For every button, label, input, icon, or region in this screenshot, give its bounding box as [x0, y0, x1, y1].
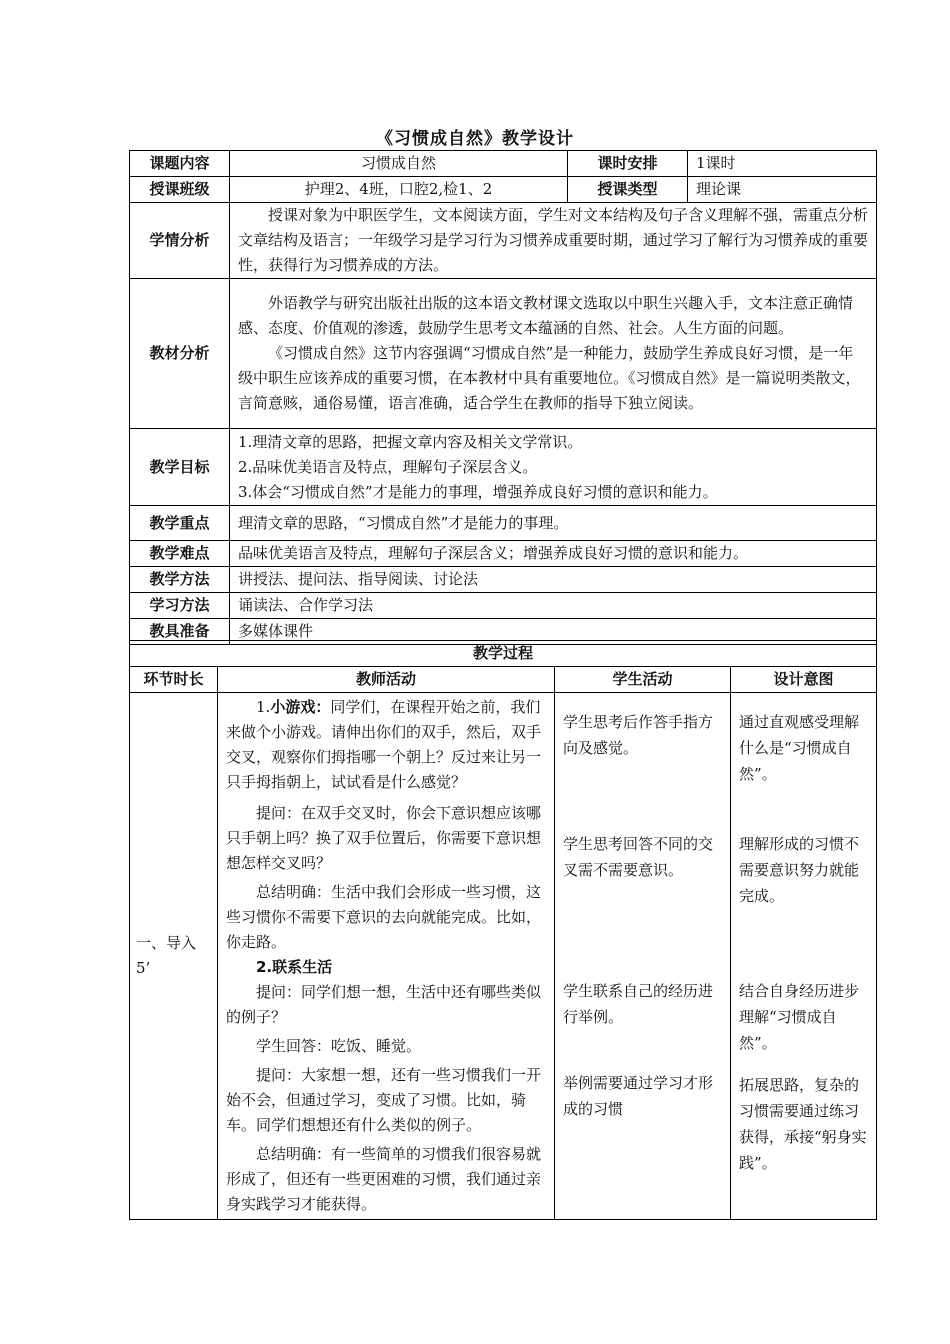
design-intent-item: 结合自身经历进步理解“习惯成自然”。 [739, 982, 860, 1052]
type-value: 理论课 [688, 177, 877, 203]
difficulty-value: 品味优美语言及特点，理解句子深层含义；增强养成良好习惯的意识和能力。 [230, 541, 877, 567]
design-intent-cell [731, 693, 877, 1220]
teacher-paragraph-summary: 总结明确：生活中我们会形成一些习惯，这些习惯你不需要下意识的去向就能完成。比如，你走路。 [226, 883, 542, 951]
stage-time: 5’ [136, 959, 151, 977]
class-value: 护理2、4班，口腔2,检1、2 [230, 177, 568, 203]
hours-label: 课时安排 [568, 151, 688, 177]
difficulty-label: 教学难点 [130, 541, 230, 567]
material-text [230, 279, 877, 429]
design-intent-item: 拓展思路，复杂的习惯需要通过练习获得，承接“躬身实践”。 [739, 1076, 867, 1172]
teacher-paragraph-question-2: 提问：同学们想一想，生活中还有哪些类似的例子？ [226, 983, 542, 1026]
document-title: 《习惯成自然》教学设计 [376, 129, 574, 149]
game-heading: 小游戏： [270, 698, 331, 716]
col-teacher-header: 教师活动 [218, 667, 555, 693]
student-activity-item: 举例需要通过学习才形成的习惯 [563, 1074, 714, 1118]
stage-cell [130, 693, 218, 1220]
row-topic [130, 151, 877, 177]
design-intent-item: 通过直观感受理解什么是“习惯成自然”。 [739, 713, 860, 783]
goal-item: 1.理清文章的思路，把握文章内容及相关文学常识。 [238, 432, 583, 451]
tools-value: 多媒体课件 [230, 619, 877, 645]
row-class [130, 177, 877, 203]
col-stage-header: 环节时长 [130, 667, 218, 693]
teacher-paragraph-answer: 学生回答：吃饭、睡觉。 [256, 1037, 422, 1055]
row-study-method [130, 593, 877, 619]
material-label: 教材分析 [130, 279, 230, 429]
col-intent-header: 设计意图 [731, 667, 877, 693]
teacher-paragraph-question-3: 提问：大家想一想，还有一些习惯我们一开始不会，但通过学习，变成了习惯。比如，骑车。同学们想想还有什么类似的例子。 [226, 1066, 542, 1134]
goals-label: 教学目标 [130, 429, 230, 506]
design-intent-item: 理解形成的习惯不需要意识努力就能完成。 [739, 835, 860, 905]
key-value: 理清文章的思路，“习惯成自然”才是能力的事理。 [230, 506, 877, 541]
learner-label: 学情分析 [130, 203, 230, 279]
goal-item: 3.体会“习惯成自然”才是能力的事理，增强养成良好习惯的意识和能力。 [238, 482, 718, 501]
student-activity-item: 学生思考回答不同的交叉需不需要意识。 [563, 835, 714, 879]
learner-text: 授课对象为中职医学生，文本阅读方面，学生对文本结构及句子含义理解不强，需重点分析文章结构及语言；一年级学习是学习行为习惯养成重要时期，通过学习了解行为习惯养成的重要性，获得行为习惯养成的方法。 [230, 203, 877, 279]
teacher-activity-cell [218, 693, 555, 1220]
material-paragraph-1: 外语教学与研究出版社出版的这本语文教材课文选取以中职生兴趣入手，文本注意正确情感、态度、价值观的渗透，鼓励学生思考文本蕴涵的自然、社会。人生方面的问题。 [238, 294, 854, 337]
topic-value: 习惯成自然 [230, 151, 568, 177]
process-row-intro [130, 693, 877, 1220]
method-label: 教学方法 [130, 567, 230, 593]
student-activity-cell [555, 693, 731, 1220]
row-learner-analysis [130, 203, 877, 279]
goals-list [230, 429, 877, 506]
row-teaching-method [130, 567, 877, 593]
tools-label: 教具准备 [130, 619, 230, 645]
lesson-info-table [129, 150, 877, 645]
type-label: 授课类型 [568, 177, 688, 203]
process-heading: 教学过程 [130, 641, 877, 667]
process-column-header-row [130, 667, 877, 693]
col-student-header: 学生活动 [555, 667, 731, 693]
topic-label: 课题内容 [130, 151, 230, 177]
key-label: 教学重点 [130, 506, 230, 541]
teacher-paragraph-game [226, 695, 546, 795]
teacher-paragraph-summary-2: 总结明确：有一些简单的习惯我们很容易就形成了，但还有一些更困难的习惯，我们通过亲身实践学习才能获得。 [226, 1145, 542, 1213]
row-key-points [130, 506, 877, 541]
study-value: 诵读法、合作学习法 [230, 593, 877, 619]
row-material-analysis [130, 279, 877, 429]
hours-value: 1课时 [688, 151, 877, 177]
teacher-paragraph-question: 提问：在双手交叉时，你会下意识想应该哪只手朝上吗？换了双手位置后，你需要下意识想想怎样交叉吗？ [226, 804, 542, 872]
goal-item: 2.品味优美语言及特点，理解句子深层含义。 [238, 457, 538, 476]
teacher-heading-life: 2.联系生活 [256, 958, 333, 976]
class-label: 授课班级 [130, 177, 230, 203]
row-teaching-goals [130, 429, 877, 506]
process-heading-row [130, 641, 877, 667]
teaching-process-table [129, 640, 877, 1220]
stage-name: 一、导入 [136, 934, 197, 952]
game-number: 1. [256, 698, 271, 716]
student-activity-item: 学生思考后作答手指方向及感觉。 [563, 713, 714, 757]
material-paragraph-2: 《习惯成自然》这节内容强调“习惯成自然”是一种能力，鼓励学生养成良好习惯，是一年级中职生应该养成的重要习惯，在本教材中具有重要地位。《习惯成自然》是一篇说明类散文，言简意赅，通俗易懂，语言准确，适合学生在教师的指导下独立阅读。 [238, 344, 861, 412]
row-difficulty [130, 541, 877, 567]
game-text: 同学们，在课程开始之前，我们来做个小游戏。请伸出你们的双手，然后，双手交叉，观察你们拇指哪一个朝上？反过来让另一只手拇指朝上，试试看是什么感觉？ [226, 698, 542, 791]
method-value: 讲授法、提问法、指导阅读、讨论法 [230, 567, 877, 593]
study-label: 学习方法 [130, 593, 230, 619]
student-activity-item: 学生联系自己的经历进行举例。 [563, 982, 714, 1026]
